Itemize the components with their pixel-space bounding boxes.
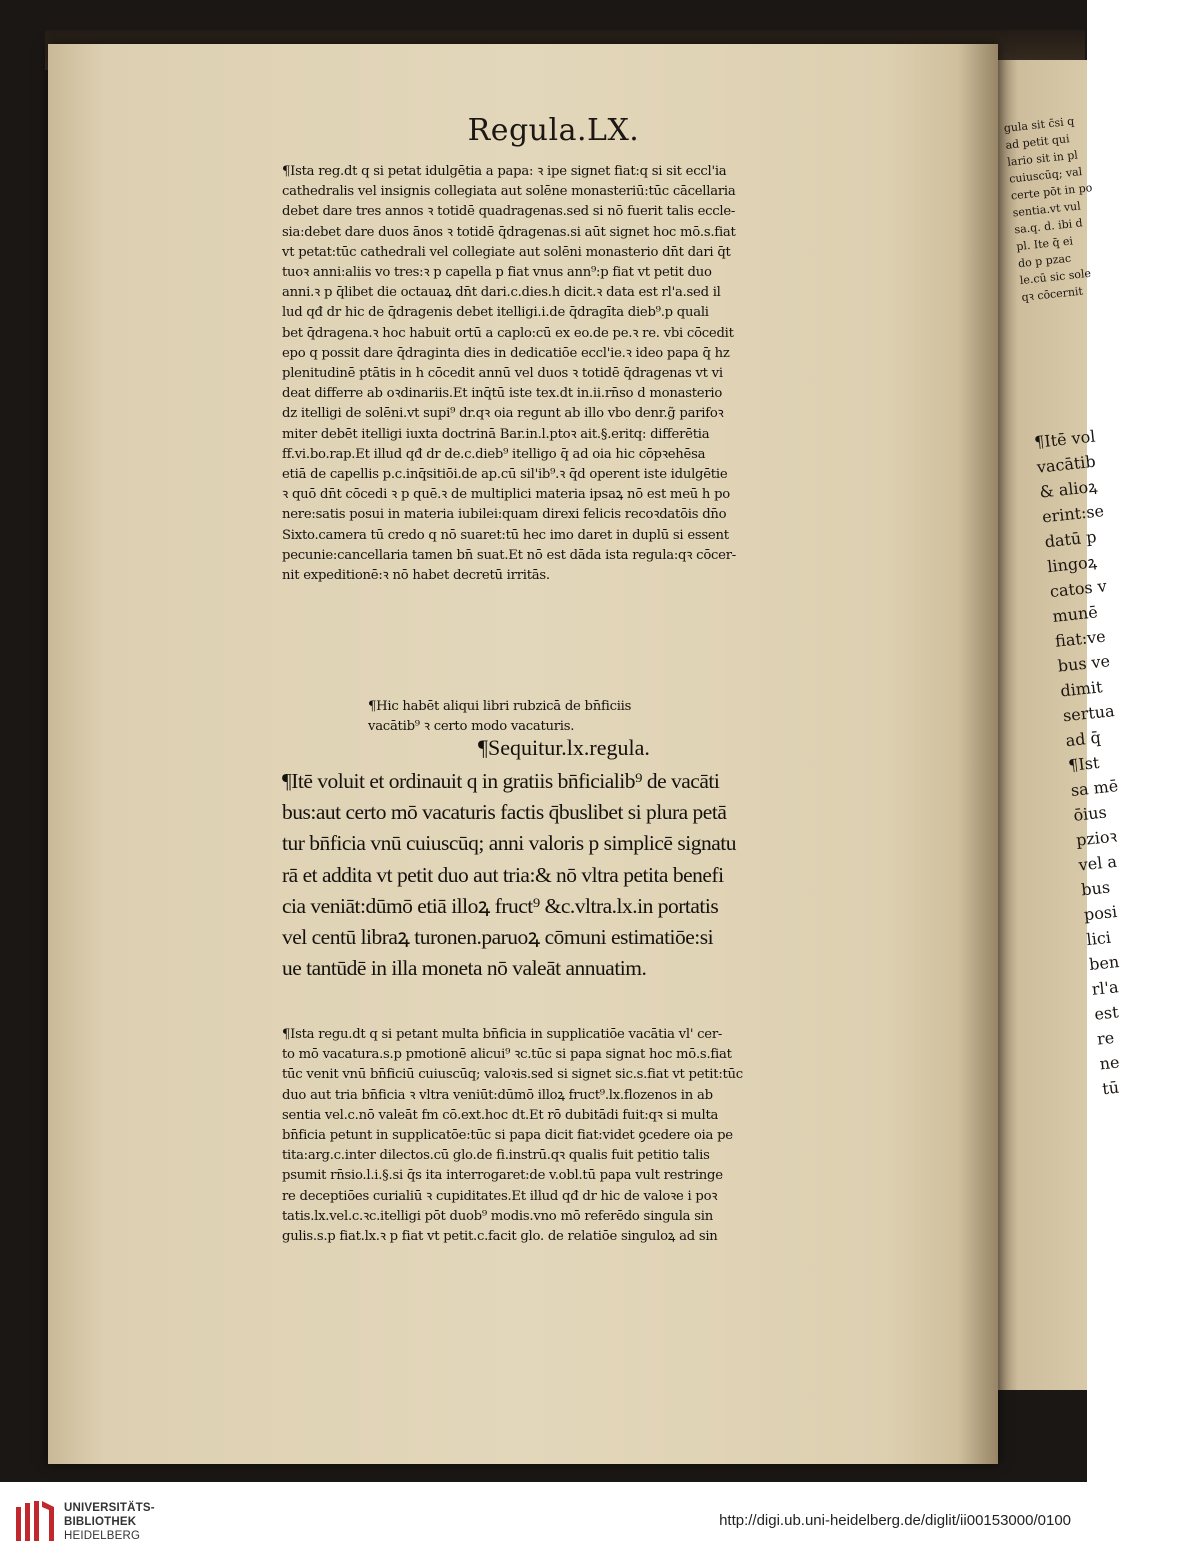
text-line: Sixto.camera tū credo q nō suaret:tū hec imo daret in duplū si essent [282,527,729,543]
rule-line: vel centū libraꝝ turonen.paruoꝝ cōmuni estimatiōe:si [282,925,714,950]
text-line: bet q̄dragena.ꝛ hoc habuit ortū a caplo:cū ex eo.de pe.ꝛ re. vbi cōcedit [282,325,734,341]
page-heading: Regula.LX. [467,113,640,148]
fragment-line: ne [1098,1052,1121,1074]
text-line: anni.ꝛ p q̄libet die octauaꝝ dn̄t dari.c.dies.h dicit.ꝛ data est rl'a.sed il [282,285,721,301]
fragment-line: datū p [1043,527,1098,552]
fragment-line: ōius [1072,802,1108,825]
fragment-line: lici [1085,927,1112,950]
fragment-line: le.cū sic sole [1019,266,1092,288]
rule-line: cia veniāt:dūmō etiā illoꝝ fruct⁹ &c.vltra.lx.in portatis [282,893,719,918]
text-line: sentia vel.c.nō valeāt fm cō.ext.hoc dt.Et rō dubitādi fuit:qꝛ si multa [282,1107,719,1123]
text-line: nit expeditionē:ꝛ nō habet decretū irritās. [282,568,550,584]
text-line: vt petat:tūc cathedrali vel collegiate aut solēni monasterio dn̄t dari q̄t [282,244,731,260]
fragment-line: rl'a [1090,977,1120,999]
note-line: vacātib⁹ ꝛ certo modo vacaturis. [368,719,575,735]
text-line: nere:satis posui in materia iubilei:quam direxi felicis recoꝛdatōis dn̄o [282,507,727,523]
text-line: gulis.s.p fiat.lx.ꝛ p fiat vt petit.c.facit glo. de relatiōe singuloꝝ ad sin [282,1229,718,1245]
sequitur-heading: ¶Sequitur.lx.regula. [478,735,650,760]
text-line: cathedralis vel insignis collegiata aut solēne monasteriū:tūc cācellaria [282,184,736,200]
text-line: etiā de capellis p.c.inq̄sitiōi.de ap.cū sil'ib⁹.ꝛ q̄d operent iste idulgētie [282,467,728,483]
text-line: ff.vi.bo.rap.Et illud qđ dr de.c.dieb⁹ itelligo q̄ ad oia hic cōpꝛehēsa [282,446,706,462]
adjacent-page-text-mid [1033,420,1203,1102]
text-line: psumit rn̄sio.l.i.§.si q̄s ita interrogaret:de v.obl.tū papa vult restringe [282,1168,723,1184]
viewer-footer [0,1482,1087,1562]
fragment-line: re [1096,1027,1116,1049]
fragment-line: dimit [1059,677,1104,701]
text-line: ¶Ista reg.dt q si petat idulgētia a papa: ꝛ ipe signet fiat:q si sit eccl'ia [282,164,727,179]
fragment-line: & alioꝝ [1038,476,1099,502]
text-line: ¶Ista regu.dt q si petant multa bn̄ficia in supplicatiōe vacātia vl' cer- [282,1027,723,1042]
library-logo-icon[interactable] [14,1499,56,1543]
fragment-line: erint:se [1041,501,1105,527]
text-line: to mō vacatura.s.p pmotionē alicui⁹ ꝛc.tūc si papa signat hoc mō.s.fiat [282,1047,732,1063]
rule-line: ¶Itē voluit et ordinauit q in gratiis bn̄ficialib⁹ de vacāti [282,769,720,793]
text-line: tatis.lx.vel.c.ꝛc.itelligi pōt duob⁹ modis.vno mō referēdo singula sin [282,1208,713,1224]
fragment-line: bus ve [1056,651,1111,676]
fragment-line: ad q̄ [1064,727,1102,751]
fragment-line: gula sit c̄si q [1003,114,1075,135]
fragment-line: lingoꝝ [1046,552,1098,577]
rule-line: tur bn̄ficia vnū cuiuscūq; anni valoris p simplicē signatu [282,831,736,856]
fragment-line: sa mē [1069,776,1120,800]
rule-line: bus:aut certo mō vacaturis factis q̄buslibet si plura petā [282,800,727,825]
fragment-line: sertua [1062,701,1116,726]
text-line: bn̄ficia petunt in supplicatōe:tūc si papa dicit fiat:videt ꝯcedere oia pe [282,1128,733,1144]
fragment-line: vel a [1077,851,1118,875]
fragment-line: do p pzac [1017,251,1072,271]
fragment-line: certe pōt in po [1010,181,1093,203]
fragment-line: catos v [1048,576,1108,602]
fragment-line: ad petit qui [1004,132,1071,152]
text-line: debet dare tres annos ꝛ totidē quadragenas.sed si nō fuerit talis eccle- [282,204,736,220]
fragment-line: lario sit in pl [1006,148,1079,169]
fragment-line: posi [1082,901,1118,925]
gutter-shadow [958,44,998,1464]
institution-line-1: UNIVERSITÄTS- [64,1502,155,1514]
text-line: lud qđ dr hic de q̄dragenis debet itelligi.i.de q̄dragīta dieb⁹.p quali [282,305,709,321]
fragment-line: cuiuscūq; val [1008,165,1083,186]
text-line: epo q possit dare q̄draginta dies in dedicatiōe eccl'ie.ꝛ ideo papa q̄ hz [282,345,730,361]
fragment-line: qꝛ cōcernit [1020,284,1084,304]
text-line: tūc venit vnū bn̄ficiū cuiuscūq; valoꝛis.sed si signet sic.s.fiat vt petit:tūc [282,1067,743,1083]
fragment-line: sa.q. d. ibi d [1013,216,1084,237]
rule-line: ue tantūdē in illa moneta nō valeāt annuatim. [282,956,647,981]
text-line: sia:debet dare duos ānos ꝛ totidē q̄dragenas.si aūt signet hoc mō.s.fiat [282,224,736,240]
institution-line-2: BIBLIOTHEK [64,1516,137,1528]
fragment-line: ¶Itē vol [1033,426,1097,452]
text-line: pecunie:cancellaria tamen bn̄ suat.Et nō est dāda ista regula:qꝛ cōcer- [282,547,736,563]
text-line: ꝛ quō dn̄t cōcedi ꝛ p quē.ꝛ de multiplici materia ipsaꝝ nō est meū h po [282,487,730,503]
rule-text-paragraph [282,766,937,984]
adjacent-page [995,60,1121,1390]
fragment-line: sentia.vt vul [1012,199,1082,220]
fragment-line: est [1093,1002,1120,1024]
rule-line: rā et addita vt petit duo aut tria:& nō vltra petita benefi [282,862,724,887]
institution-line-3: HEIDELBERG [64,1530,141,1542]
text-line: plenitudinē ptātis in h cōcedit annū vel duos ꝛ totidē q̄dragenas vt vi [282,366,723,382]
fragment-line: vacātib [1035,451,1097,477]
fragment-line: pl. Ite q̄ ei [1015,234,1074,254]
commentary-paragraph-1 [282,162,937,586]
commentary-paragraph-2 [282,1025,937,1247]
text-line: tuoꝛ anni:aliis vo tres:ꝛ p capella p fiat vnus ann⁹:p fiat vt petit duo [282,265,712,281]
fragment-line: ¶Ist [1067,752,1101,776]
fragment-line: tū [1101,1077,1120,1099]
rubric-note [368,697,848,737]
text-line: dz itelligi de solēni.vt supi⁹ dr.qꝛ oia regunt ab illo vbo denr.g̃ parifoꝛ [282,406,724,422]
fragment-line: bus [1080,877,1111,900]
fragment-line: ben [1088,951,1121,975]
institution-name[interactable] [64,1501,155,1543]
fragment-line: munē [1051,602,1099,626]
fragment-line: fiat:ve [1054,626,1107,651]
fragment-line: pzioꝛ [1075,826,1118,850]
permalink-url[interactable]: http://digi.ub.uni-heidelberg.de/diglit/ii00153000/0100 [719,1512,1071,1529]
note-line: ¶Hic habēt aliqui libri rubzicā de bn̄ficiis [368,699,632,714]
text-line: re deceptiōes curialiū ꝛ cupiditates.Et illud qđ dr hic de valoꝛe i poꝛ [282,1188,718,1204]
text-line: deat differre ab oꝛdinariis.Et inq̄tū iste tex.dt in.ii.rn̄so d monasterio [282,386,723,402]
text-line: miter debēt itelligi iuxta doctrinā Bar.in.l.ptoꝛ ait.§.eritq: differētia [282,426,710,442]
text-line: tita:arg.c.inter dilectos.cū glo.de fi.instrū.qꝛ qualis fuit petitio talis [282,1148,710,1164]
text-line: duo aut tria bn̄ficia ꝛ vltra veniūt:dūmō illoꝝ fruct⁹.lx.flozenos in ab [282,1087,713,1103]
